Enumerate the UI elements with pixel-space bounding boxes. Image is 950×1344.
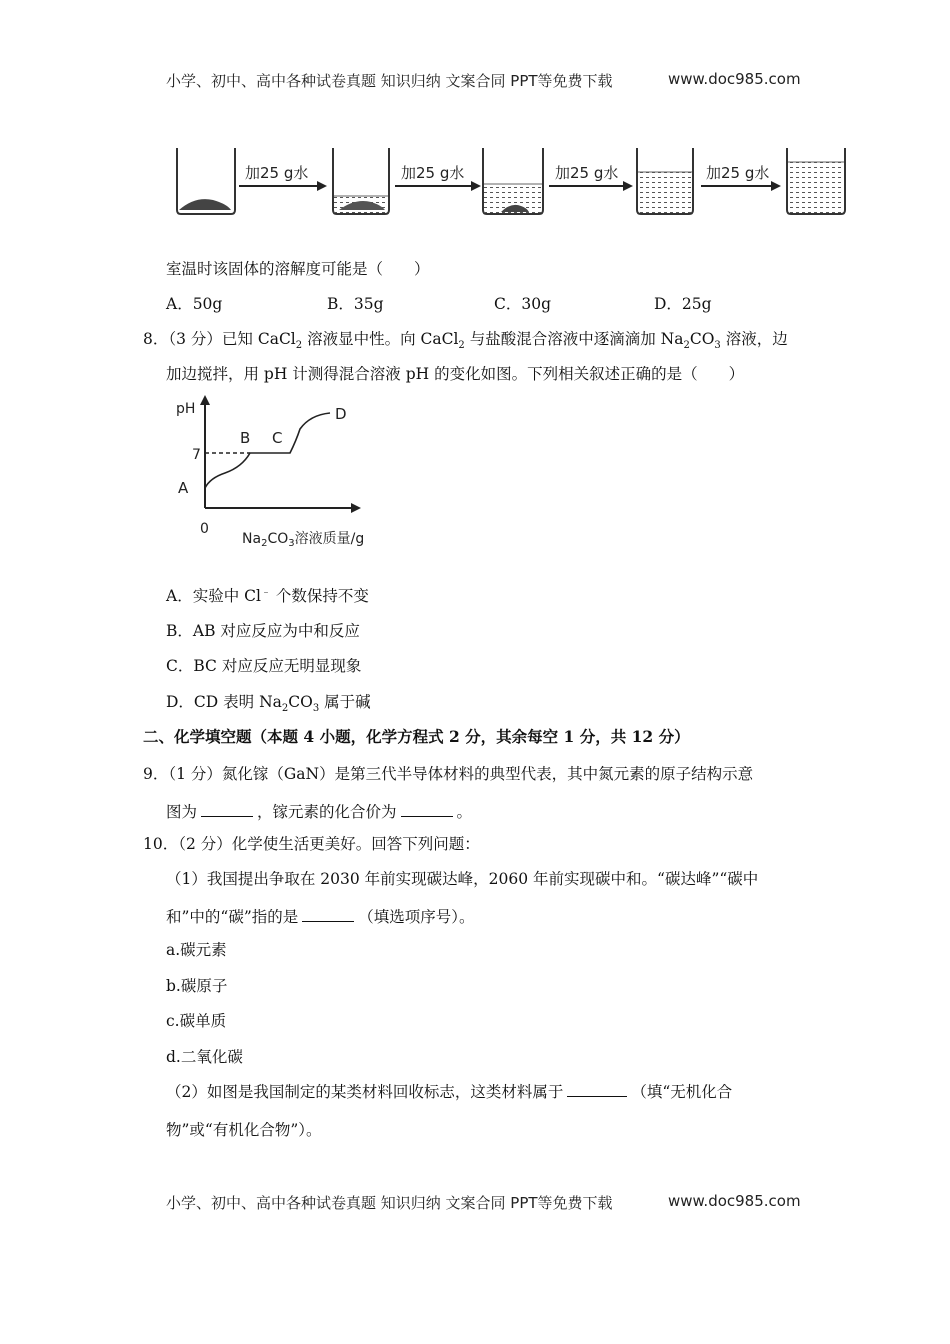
arrow-label-3: 加25 g水	[555, 164, 619, 182]
beaker-1	[177, 148, 235, 214]
q8-line2: 加边搅拌，用 pH 计测得混合溶液 pH 的变化如图。下列相关叙述正确的是（ ）	[166, 365, 745, 383]
q8-line1: 8．（3 分）已知 CaCl$_2$ 溶液显中性。向 CaCl$_2$ 与盐酸混合溶液中逐滴滴加 $Na_2CO_3$ 溶液，边	[143, 330, 788, 352]
q9-blank-2[interactable]	[401, 804, 453, 817]
x-axis-label: $Na_2CO_3$溶液质量/g	[242, 531, 365, 549]
y-axis-arrow	[200, 395, 210, 405]
footer-text: 小学、初中、高中各种试卷真题 知识归纳 文案合同 PPT等免费下载	[166, 1194, 613, 1212]
q10-sub2-line2: 物”或“有机化合物”）。	[166, 1121, 322, 1139]
q7-option-c[interactable]: C．30g	[494, 295, 552, 313]
beaker-2	[333, 148, 389, 214]
arrow-label-4: 加25 g水	[706, 164, 770, 182]
header-text: 小学、初中、高中各种试卷真题 知识归纳 文案合同 PPT等免费下载	[166, 72, 613, 90]
q8-option-a[interactable]: A．实验中 Cl﹣ 个数保持不变	[166, 587, 369, 606]
q10-sub1-line2: 和”中的“碳”指的是 （填选项序号）。	[166, 908, 475, 926]
point-c-label: C	[272, 429, 283, 447]
arrow-label-1: 加25 g水	[245, 164, 309, 182]
q10-sub1-line1: （1）我国提出争取在 2030 年前实现碳达峰，2060 年前实现碳中和。“碳达峰”“碳中	[166, 870, 759, 888]
beaker-5	[787, 148, 845, 214]
beaker-dissolution-figure	[165, 140, 855, 220]
footer-url[interactable]: www.doc985.com	[668, 1192, 801, 1210]
header-url[interactable]: www.doc985.com	[668, 70, 801, 88]
origin-label: 0	[200, 521, 209, 537]
q10-choice-c[interactable]: c.碳单质	[166, 1012, 227, 1030]
arrow-label-2: 加25 g水	[401, 164, 465, 182]
q8-option-b[interactable]: B．AB 对应反应为中和反应	[166, 622, 360, 640]
q10-choice-d[interactable]: d.二氧化碳	[166, 1048, 243, 1066]
q9-blank-1[interactable]	[201, 804, 253, 817]
section2-title: 二、化学填空题（本题 4 小题，化学方程式 2 分，其余每空 1 分，共 12 分）	[143, 727, 690, 746]
q8-option-d[interactable]: D．CD 表明 $Na_2CO_3$ 属于碱	[166, 693, 371, 715]
q9-line1: 9．（1 分）氮化镓（GaN）是第三代半导体材料的典型代表，其中氮元素的原子结构示意	[143, 765, 754, 783]
arrow-1	[239, 164, 327, 191]
arrow-4	[701, 164, 781, 191]
ph-curve	[205, 413, 330, 488]
x-axis-arrow	[351, 503, 361, 513]
arrow-3	[549, 164, 633, 191]
q10-sub2-line1: （2）如图是我国制定的某类材料回收标志，这类材料属于 （填“无机化合	[166, 1083, 733, 1101]
beaker-4	[637, 148, 693, 214]
ph-graph	[170, 393, 400, 558]
y-axis-label: pH	[176, 401, 196, 417]
q10-choice-a[interactable]: a.碳元素	[166, 941, 227, 959]
q10-blank-2[interactable]	[567, 1084, 627, 1097]
q7-option-d[interactable]: D．25g	[654, 295, 712, 313]
q7-option-a[interactable]: A．50g	[166, 295, 223, 313]
q10-choice-b[interactable]: b.碳原子	[166, 977, 228, 995]
arrow-2	[395, 164, 481, 191]
q10-line1: 10．（2 分）化学使生活更美好。回答下列问题：	[143, 835, 480, 853]
y-tick-7: 7	[192, 447, 201, 463]
q7-stem: 室温时该固体的溶解度可能是（ ）	[166, 260, 430, 278]
point-b-label: B	[240, 429, 251, 447]
q10-blank-1[interactable]	[302, 909, 354, 922]
point-d-label: D	[335, 405, 347, 423]
q7-option-b[interactable]: B．35g	[327, 295, 384, 313]
point-a-label: A	[178, 479, 189, 497]
beaker-3	[483, 148, 543, 214]
q8-option-c[interactable]: C．BC 对应反应无明显现象	[166, 657, 362, 675]
q9-line2: 图为 ，镓元素的化合价为 。	[166, 803, 473, 821]
